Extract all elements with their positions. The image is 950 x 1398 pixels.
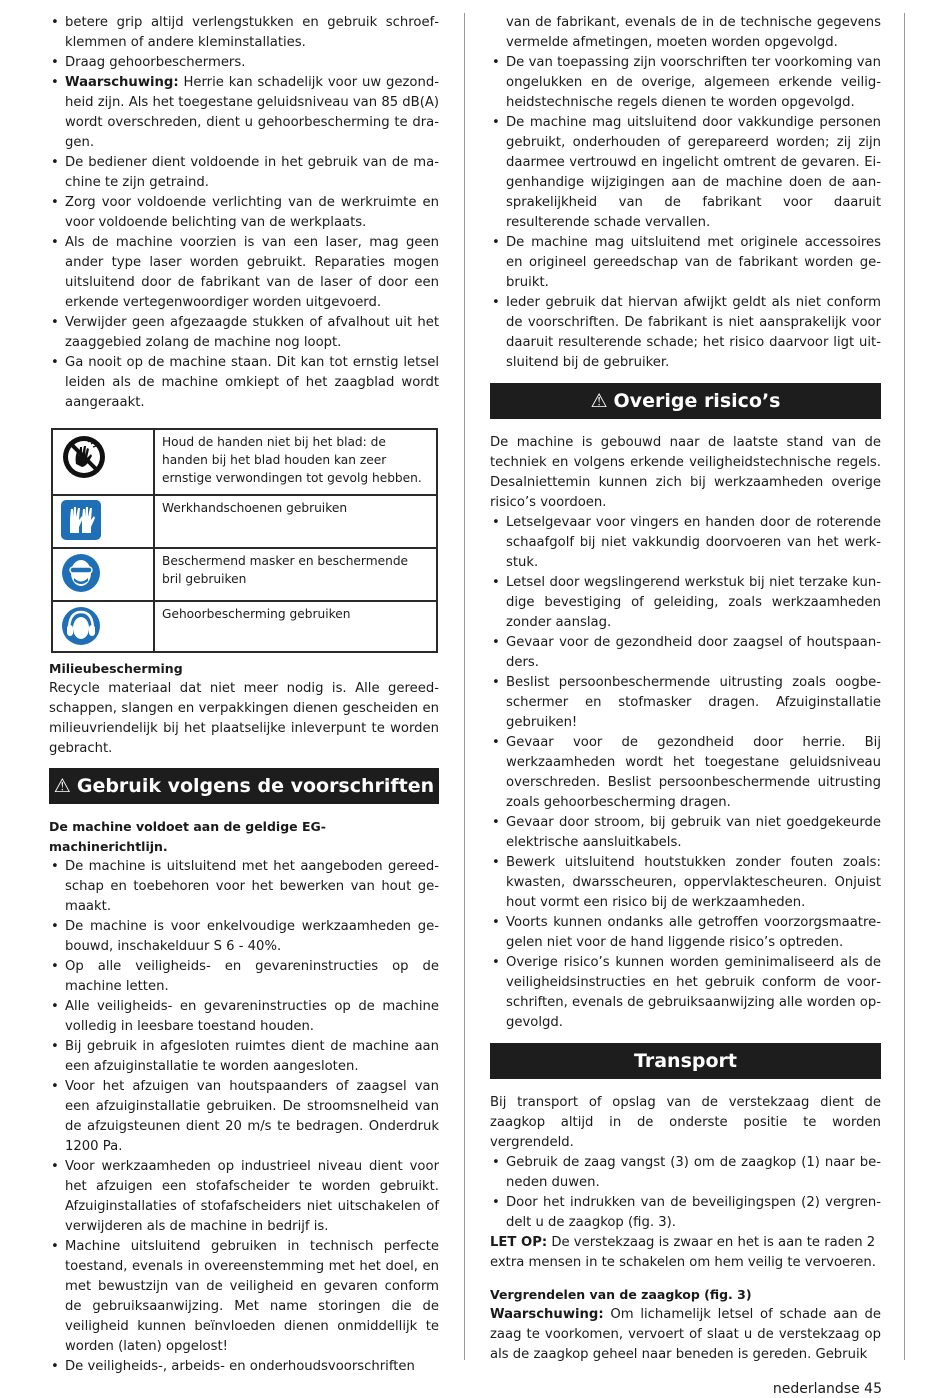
lock-heading: Vergrendelen van de zaagkop (fig. 3): [490, 1287, 752, 1302]
list-item: • Overige risico’s kunnen worden geminimaliseerd als de veiligheidsinstructies en het gebruik conform de voorschriften, evenals de gebruiksaanwijzing alle worden opgevolgd.: [490, 953, 881, 1033]
list-item: • Gevaar voor de gezondheid door zaagsel of houtspaanders.: [490, 633, 881, 673]
note-paragraph: LET OP: De verstekzaag is zwaar en het is aan te raden 2 extra mensen in te schakelen om hem veilig te vervoeren.: [490, 1235, 876, 1270]
use-bullets: [49, 857, 439, 1377]
ear-protection-icon: [61, 606, 101, 646]
symbol-cell: [52, 548, 154, 601]
list-item: • Draag gehoorbeschermers.: [49, 53, 439, 73]
continued-text: van de fabrikant, evenals de in de technische gegevens vermelde afmetingen, moeten worden opgevolgd.: [506, 15, 881, 50]
risk-bullets: [490, 513, 881, 1033]
symbol-text: Gehoorbescherming gebruiken: [154, 601, 437, 652]
transport-bullets: [490, 1153, 881, 1233]
symbol-row: [52, 429, 437, 495]
list-item: • Letselgevaar voor vingers en handen door de roterende schaafgolf bij niet vakkundig doorvoeren van het werkstuk.: [490, 513, 881, 573]
use-banner: ⚠ Gebruik volgens de voorschriften: [49, 768, 439, 804]
list-item: • betere grip altijd verlengstukken en gebruik schroefklemmen of andere kleminstallaties.: [49, 13, 439, 53]
list-item: • Voor werkzaamheden op industrieel niveau dient voor het afzuigen een stofafscheider te worden gebruikt. Afzuiginstallaties of stofafscheiders niet uitschakelen of verwijderen als de machine in bedrijf is.: [49, 1157, 439, 1237]
risk-intro: De machine is gebouwd naar de laatste stand van de techniek en volgens erkende veiligheidstechnische regels. Desalniettemin kunnen zich bij werkzaamheden overige risico’s voordoen.: [490, 435, 881, 510]
list-item: • Als de machine voorzien is van een laser, mag geen ander type laser worden gebruikt. Reparaties mogen uitsluitend door de fabrikant van de laser of door een erkende vertegenwoordiger worden uitgevoerd.: [49, 233, 439, 313]
list-item: • Letsel door wegslingerend werkstuk bij niet terzake kundige bevestiging of geleiding, zoals werkzaamheden zonder aanslag.: [490, 573, 881, 633]
list-item: • Gebruik de zaag vangst (3) om de zaagkop (1) naar beneden duwen.: [490, 1153, 881, 1193]
list-item: • Beslist persoonbeschermende uitrusting zoals oogbeschermer en stofmasker dragen. Afzuiginstallatie gebruiken!: [490, 673, 881, 733]
right-column: [490, 13, 881, 1365]
list-item: • Door het indrukken van de beveiligingspen (2) vergrendelt u de zaagkop (fig. 3).: [490, 1193, 881, 1233]
symbol-cell: [52, 495, 154, 548]
list-item: • De machine mag uitsluitend door vakkundige personen gebruikt, onderhouden of gerepareerd worden; zij zijn daarmee vertrouwd en ingelicht omtrent de gevaren. Eigenhandige wijzigingen aan de machine doen de aansprakelijkheid van de fabrikant voor daaruit resulterende schade vervallen.: [490, 113, 881, 233]
list-item: • Gevaar voor de gezondheid door herrie. Bij werkzaamheden wordt het toegestane geluidsniveau overschreden. Beslist persoonbeschermende uitrusting zoals gehoorbescherming dragen.: [490, 733, 881, 813]
list-item: • Voor het afzuigen van houtspaanders of zaagsel van een afzuiginstallatie gebruiken. De stroomsnelheid van de afzuigsteunen dient 20 m/s te bedragen. Onderdruk 1200 Pa.: [49, 1077, 439, 1157]
symbol-text: Houd de handen niet bij het blad: de handen bij het blad houden kan zeer ernstige verwondingen tot gevolg hebben.: [154, 429, 437, 495]
warning-triangle-icon: ⚠: [53, 775, 71, 797]
list-item: • Waarschuwing: Herrie kan schadelijk voor uw gezondheid zijn. Als het toegestane geluidsniveau van 85 dB(A) wordt overschreden, dient u gehoorbescherming te dragen.: [49, 73, 439, 153]
symbol-text: Werkhandschoenen gebruiken: [154, 495, 437, 548]
column-divider-left: [464, 13, 465, 1360]
list-item: • Zorg voor voldoende verlichting van de werkruimte en voor voldoende belichting van de werkplaats.: [49, 193, 439, 233]
note-label: LET OP:: [490, 1235, 548, 1250]
list-item: • Gevaar door stroom, bij gebruik van niet goedgekeurde elektrische aansluitkabels.: [490, 813, 881, 853]
list-item: • Ga nooit op de machine staan. Dit kan tot ernstig letsel leiden als de machine omkiept of het zaagblad wordt aangeraakt.: [49, 353, 439, 413]
list-item: • Bij gebruik in afgesloten ruimtes dient de machine aan een afzuiginstallatie te worden aangesloten.: [49, 1037, 439, 1077]
left-column: [49, 13, 439, 1377]
symbol-text: Beschermend masker en beschermende bril gebruiken: [154, 548, 437, 601]
symbol-row: [52, 548, 437, 601]
list-item: • Verwijder geen afgezaagde stukken of afvalhout uit het zaaggebied zolang de machine nog loopt.: [49, 313, 439, 353]
warning-triangle-icon: ⚠: [590, 390, 608, 412]
list-item: • Op alle veiligheids- en gevareninstructies op de machine letten.: [49, 957, 439, 997]
no-hands-icon: [61, 434, 107, 480]
symbol-row: [52, 601, 437, 652]
list-item: • Machine uitsluitend gebruiken in technisch perfecte toestand, evenals in overeenstemming met het doel, en met bewustzijn van de veiligheid en gevaren conform de gebruiksaanwijzing. Met name storingen die de veiligheid kunnen beïnvloeden dienen onmiddellijk te worden (laten) opgelost!: [49, 1237, 439, 1357]
environment-text: Recycle materiaal dat niet meer nodig is. Alle gereedschappen, slangen en verpakkingen dienen gescheiden en milieuvriendelijk bij het plaatselijke inleverpunt te worden gebracht.: [49, 681, 439, 756]
list-item: • De machine is uitsluitend met het aangeboden gereedschap en toebehoren voor het bewerken van hout gemaakt.: [49, 857, 439, 917]
list-item: • De machine mag uitsluitend met originele accessoires en origineel gereedschap van de fabrikant worden gebruikt.: [490, 233, 881, 293]
risk-banner: ⚠ Overige risico’s: [490, 383, 881, 419]
warning-label: Waarschuwing:: [65, 75, 179, 90]
list-item: • De bediener dient voldoende in het gebruik van de machine te zijn getraind.: [49, 153, 439, 193]
list-item: • De van toepassing zijn voorschriften ter voorkoming van ongelukken en de overige, algemeen erkende veiligheidstechnische regels dienen te worden opgevolgd.: [490, 53, 881, 113]
symbol-cell: [52, 601, 154, 652]
list-item: • Bewerk uitsluitend houtstukken zonder fouten zoals: kwasten, dwarsscheuren, oppervlaktescheuren. Onjuist hout vormt een risico bij de werkzaamheden.: [490, 853, 881, 913]
symbol-cell: [52, 429, 154, 495]
lock-paragraph: Waarschuwing: Om lichamelijk letsel of schade aan de zaag te voorkomen, vervoert of slaat u de verstekzaag op als de zaagkop geheel naar beneden is gereden. Gebruik: [490, 1307, 881, 1362]
safety-symbols-table: [51, 428, 438, 653]
list-item: • Voorts kunnen ondanks alle getroffen voorzorgsmaatregelen niet voor de hand liggende risico’s optreden.: [490, 913, 881, 953]
gloves-icon: [61, 500, 101, 540]
face-mask-goggles-icon: [61, 553, 101, 593]
list-item: • Alle veiligheids- en gevareninstructies op de machine volledig in leesbare toestand houden.: [49, 997, 439, 1037]
symbol-row: [52, 495, 437, 548]
warning-label: Waarschuwing:: [490, 1307, 604, 1322]
safety-bullets: [49, 13, 439, 413]
transport-banner: Transport: [490, 1043, 881, 1079]
use-bullets-continued: [490, 53, 881, 373]
page-edge-line: [904, 13, 905, 1360]
list-item: • De machine is voor enkelvoudige werkzaamheden gebouwd, inschakelduur S 6 - 40%.: [49, 917, 439, 957]
transport-intro: Bij transport of opslag van de verstekzaag dient de zaagkop altijd in de onderste positie te worden vergrendeld.: [490, 1095, 881, 1150]
list-item: • De veiligheids-, arbeids- en onderhoudsvoorschriften: [49, 1357, 439, 1377]
environment-heading: Milieubescherming: [49, 661, 183, 676]
page-number: nederlandse 45: [772, 1381, 882, 1397]
list-item: • Ieder gebruik dat hiervan afwijkt geldt als niet conform de voorschriften. De fabrikant is niet aansprakelijk voor daaruit resulterende schade; het risico daarvoor ligt uitsluitend bij de gebruiker.: [490, 293, 881, 373]
use-intro: De machine voldoet aan de geldige EG-machinerichtlijn.: [49, 819, 326, 854]
